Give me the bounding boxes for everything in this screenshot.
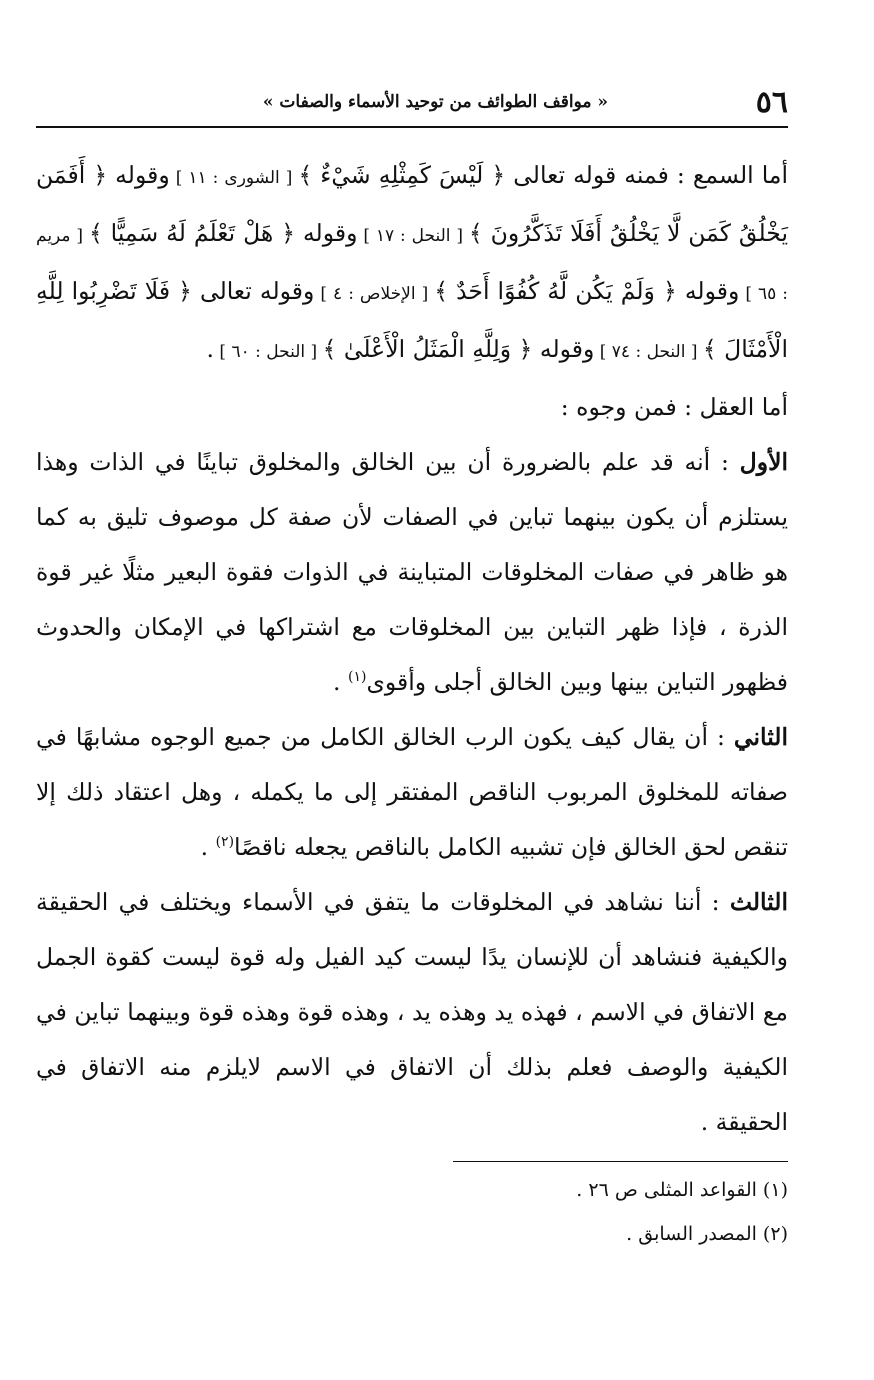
quran-verse: ﴿ فَلَا تَضْرِبُوا لِلَّهِ الْأَمْثَالَ ﴾ <box>36 277 788 363</box>
paragraph-second-reason <box>36 710 788 875</box>
paragraph-third-reason <box>36 875 788 1150</box>
paragraph-reason-heading: أما العقل : فمن وجوه : <box>560 393 788 421</box>
paragraph-revelation-evidence <box>36 148 788 380</box>
quran-verse: ﴿ وَلَمْ يَكُن لَّهُ كُفُوًا أَحَدٌ ﴾ <box>434 277 677 305</box>
running-title: « مواقف الطوائف من توحيد الأسماء والصفات » <box>262 92 608 112</box>
paragraph-text: : أنه قد علم بالضرورة أن بين الخالق والمخلوق تباينًا في الذات وهذا يستلزم أن يكون بينهما تباين في الصفات لأن صفة كل موصوف تليق به كما هو ظاهر في صفات المخلوقات المتباينة في الذوات فقوة البعير مثلًا غير قوة الذرة ، فإذا ظهر التباين بين المخلوقات مع اشتراكها في الإمكان والحدوث فظهور التباين بينها وبين الخالق أجلى وأقوى <box>36 448 788 696</box>
verse-reference: [ النحل : ٦٠ ] <box>214 342 323 362</box>
footnote-1: (١) القواعد المثلى ص ٢٦ . <box>576 1179 788 1201</box>
footnote-2: (٢) المصدر السابق . <box>626 1223 788 1245</box>
book-page <box>36 80 788 1370</box>
verse-reference: [ النحل : ١٧ ] <box>357 226 469 246</box>
quran-verse: ﴿ أَفَمَن يَخْلُقُ كَمَن لَّا يَخْلُقُ أَفَلَا تَذَكَّرُونَ ﴾ <box>36 161 788 247</box>
text-run: وقوله <box>295 219 358 247</box>
point-label: الثاني <box>733 723 788 751</box>
footnote-separator <box>453 1161 788 1162</box>
quran-verse: ﴿ لَيْسَ كَمِثْلِهِ شَيْءٌ ﴾ <box>298 161 506 189</box>
text-run: . <box>206 335 214 363</box>
paragraph-text: : أن يقال كيف يكون الرب الخالق الكامل من جميع الوجوه مشابهًا في صفاته للمخلوق المربوب الناقص المفتقر إلى ما يكمله ، وهل اعتقاد ذلك إلا تنقص لحق الخالق فإن تشبيه الكامل بالناقص يجعله ناقصًا <box>36 723 788 861</box>
footnote-marker[interactable]: (١) <box>347 669 367 686</box>
page-number: ٥٦ <box>755 85 788 120</box>
text-run: وقوله <box>107 161 170 189</box>
point-label: الثالث <box>729 888 788 916</box>
point-label: الأول <box>739 448 788 476</box>
verse-reference: [ مريم : ٦٥ ] <box>36 226 788 304</box>
page-body <box>36 148 788 1150</box>
text-run: . <box>200 833 216 861</box>
quran-verse: ﴿ وَلِلَّهِ الْمَثَلُ الْأَعْلَىٰ ﴾ <box>322 335 533 363</box>
text-run: وقوله تعالى <box>191 277 315 305</box>
page-header <box>36 80 788 128</box>
footnote-separator-wrap <box>36 1161 788 1162</box>
footnotes <box>36 1161 788 1256</box>
text-run: وقوله <box>532 335 595 363</box>
verse-reference: [ النحل : ٧٤ ] <box>594 342 703 362</box>
verse-reference: [ الشورى : ١١ ] <box>169 168 299 188</box>
paragraph-first-reason <box>36 435 788 710</box>
verse-reference: [ الإخلاص : ٤ ] <box>314 284 435 304</box>
text-run: . <box>333 668 348 696</box>
paragraph-text: : أننا نشاهد في المخلوقات ما يتفق في الأسماء ويختلف في الحقيقة والكيفية فنشاهد أن للإنسان يدًا ليست كيد الفيل وله قوة ليست كقوة الجمل مع الاتفاق في الاسم ، فهذه يد وهذه يد ، وهذه قوة وهذه قوة وبينهما تباين في الكيفية والوصف فعلم بذلك أن الاتفاق في الاسم لايلزم منه الاتفاق في الحقيقة . <box>36 888 788 1136</box>
text-run: أما السمع : فمنه قوله تعالى <box>505 161 788 189</box>
footnote-marker[interactable]: (٢) <box>215 834 235 851</box>
quran-verse: ﴿ هَلْ تَعْلَمُ لَهُ سَمِيًّا ﴾ <box>88 219 295 247</box>
text-run: وقوله <box>676 277 740 305</box>
